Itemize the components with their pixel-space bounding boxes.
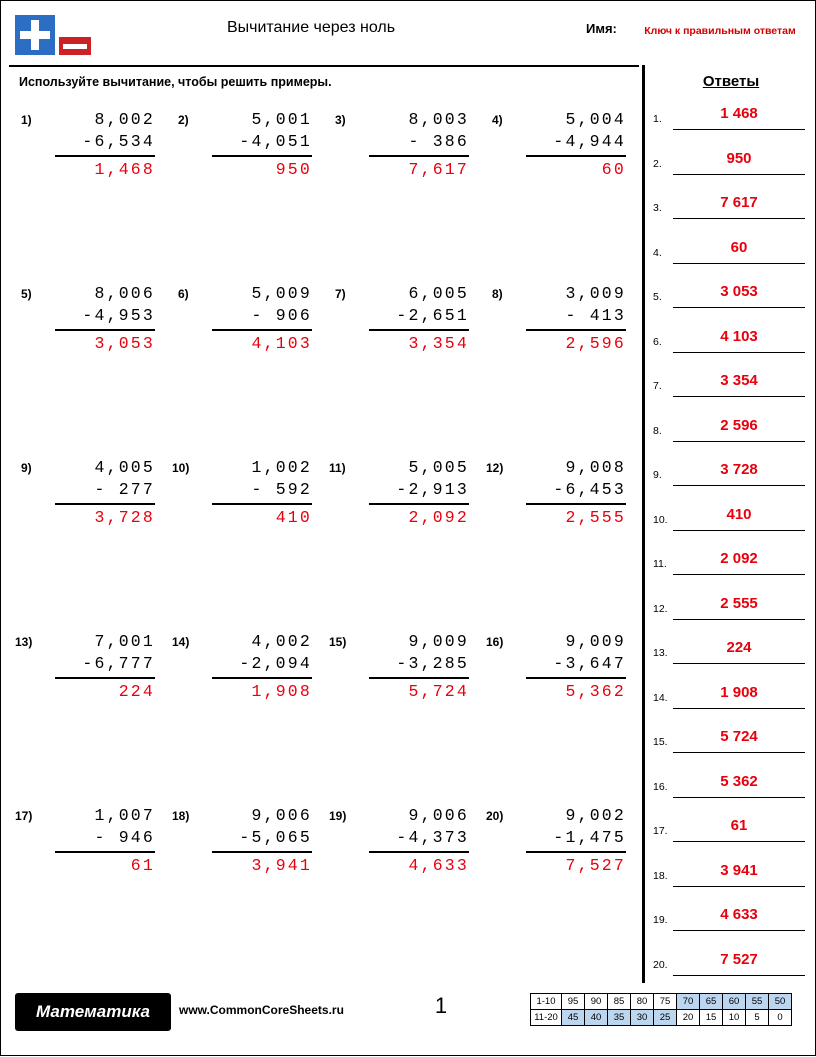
score-cell: 60 [723, 994, 746, 1010]
answer-row [653, 722, 811, 766]
answer-index: 12. [653, 602, 668, 615]
answer-row [653, 455, 811, 499]
problem-stack [369, 457, 469, 529]
minuend: 9,009 [408, 632, 469, 651]
page-number: 1 [434, 993, 448, 1018]
answer-row [653, 900, 811, 944]
brand-badge [15, 993, 171, 1031]
score-cell: 90 [585, 994, 608, 1010]
score-cell: 65 [700, 994, 723, 1010]
problem-answer: 5,362 [565, 682, 626, 701]
minuend: 6,005 [408, 284, 469, 303]
score-cell: 45 [562, 1010, 585, 1026]
subtrahend: -6,777 [82, 654, 155, 673]
subtrahend: - 592 [251, 480, 312, 499]
problem-8 [480, 283, 637, 403]
answer-value: 4 103 [720, 327, 758, 345]
score-cell: 50 [769, 994, 792, 1010]
problem-number: 9) [21, 461, 32, 475]
problem-14 [166, 631, 323, 751]
score-table-body [531, 994, 792, 1026]
problem-number: 15) [329, 635, 347, 649]
problem-stack [55, 805, 155, 877]
answer-row [653, 678, 811, 722]
problem-number: 10) [172, 461, 190, 475]
score-cell: 40 [585, 1010, 608, 1026]
answer-value: 2 555 [720, 594, 758, 612]
minus-icon [59, 37, 91, 55]
problem-stack [55, 109, 155, 181]
answer-value: 2 596 [720, 416, 758, 434]
problem-number: 18) [172, 809, 190, 823]
answer-underline [673, 886, 805, 887]
subtrahend: -2,651 [396, 306, 469, 325]
minuend: 1,002 [251, 458, 312, 477]
answer-index: 6. [653, 335, 662, 348]
problem-18 [166, 805, 323, 925]
problem-number: 13) [15, 635, 33, 649]
problem-stack [369, 283, 469, 355]
score-cell: 35 [608, 1010, 631, 1026]
minuend: 7,001 [94, 632, 155, 651]
answer-row [653, 811, 811, 855]
minuend: 5,001 [251, 110, 312, 129]
answer-row [653, 856, 811, 900]
answer-index: 3. [653, 202, 662, 214]
answer-value: 7 527 [720, 950, 758, 968]
problem-answer: 7,527 [565, 856, 626, 875]
answer-underline [673, 174, 805, 175]
answer-underline [673, 307, 805, 308]
score-row-2 [531, 1010, 792, 1026]
problem-answer: 1,468 [94, 160, 155, 179]
problem-number: 3) [335, 113, 346, 127]
vertical-divider [642, 65, 645, 983]
answer-row [653, 589, 811, 633]
score-cell: 85 [608, 994, 631, 1010]
subtrahend: -4,373 [396, 828, 469, 847]
problem-answer: 2,092 [408, 508, 469, 527]
answer-value: 950 [726, 149, 752, 167]
minuend: 9,009 [565, 632, 626, 651]
answer-row [653, 277, 811, 321]
problem-number: 12) [486, 461, 504, 475]
problem-stack [526, 283, 626, 355]
problem-number: 7) [335, 287, 346, 301]
problem-answer: 60 [601, 160, 626, 179]
problem-number: 2) [178, 113, 189, 127]
score-cell: 15 [700, 1010, 723, 1026]
answer-index: 2. [653, 157, 662, 170]
name-field-label: Имя: [586, 21, 617, 36]
subtrahend: -5,065 [239, 828, 312, 847]
answer-index: 8. [653, 424, 662, 437]
problem-11 [323, 457, 480, 577]
answer-underline [673, 708, 805, 709]
minuend: 4,005 [94, 458, 155, 477]
problem-stack [526, 631, 626, 703]
problem-stack [55, 631, 155, 703]
subtrahend: - 413 [565, 306, 626, 325]
score-cell: 5 [746, 1010, 769, 1026]
problem-13 [9, 631, 166, 751]
problem-number: 14) [172, 635, 190, 649]
problem-number: 4) [492, 113, 503, 127]
problem-5 [9, 283, 166, 403]
answer-row [653, 411, 811, 455]
problems-grid [9, 109, 639, 979]
problem-number: 11) [329, 461, 346, 475]
answer-row [653, 322, 811, 366]
answer-value: 3 941 [720, 861, 758, 879]
problem-answer: 3,053 [94, 334, 155, 353]
answer-value: 1 908 [720, 683, 758, 701]
minuend: 3,009 [565, 284, 626, 303]
answer-index: 20. [653, 958, 668, 971]
answer-index: 16. [653, 780, 668, 793]
problem-12 [480, 457, 637, 577]
subtrahend: - 386 [408, 132, 469, 151]
answer-underline [673, 619, 805, 620]
problem-19 [323, 805, 480, 925]
problem-answer: 5,724 [408, 682, 469, 701]
answer-row [653, 767, 811, 811]
problem-answer: 950 [275, 160, 312, 179]
problem-10 [166, 457, 323, 577]
subtrahend: -6,534 [82, 132, 155, 151]
answer-value: 224 [726, 639, 752, 656]
answer-value: 410 [726, 505, 752, 523]
problem-answer: 3,354 [408, 334, 469, 353]
problem-1 [9, 109, 166, 229]
header-divider [9, 65, 639, 67]
answer-index: 15. [653, 736, 668, 748]
page-footer [1, 983, 816, 1057]
minuend: 9,002 [565, 806, 626, 825]
subtrahend: -3,647 [553, 654, 626, 673]
answer-underline [673, 752, 805, 753]
minuend: 8,003 [408, 110, 469, 129]
answer-value: 3 354 [720, 372, 758, 389]
minuend: 8,002 [94, 110, 155, 129]
answer-value: 5 724 [720, 728, 758, 745]
subtrahend: -2,913 [396, 480, 469, 499]
instructions-text: Используйте вычитание, чтобы решить примеры. [19, 75, 332, 89]
answer-key-label: Ключ к правильным ответам [644, 25, 796, 37]
answer-underline [673, 663, 805, 664]
answer-value: 7 617 [720, 194, 758, 211]
score-cell: 0 [769, 1010, 792, 1026]
problem-stack [526, 805, 626, 877]
problem-3 [323, 109, 480, 229]
answer-index: 11. [653, 558, 667, 570]
minuend: 9,008 [565, 458, 626, 477]
answer-underline [673, 129, 805, 130]
answer-index: 5. [653, 291, 662, 303]
answer-underline [673, 930, 805, 931]
subtrahend: - 906 [251, 306, 312, 325]
problem-16 [480, 631, 637, 751]
problem-answer: 3,941 [251, 856, 312, 875]
minuend: 5,004 [565, 110, 626, 129]
answer-value: 1 468 [720, 105, 758, 122]
answer-row [653, 144, 811, 188]
answer-index: 9. [653, 469, 662, 481]
answer-row [653, 633, 811, 677]
problem-number: 16) [486, 635, 504, 649]
answer-underline [673, 441, 805, 442]
minuend: 9,006 [408, 806, 469, 825]
answer-row [653, 366, 811, 410]
subtrahend: -3,285 [396, 654, 469, 673]
problem-number: 19) [329, 809, 347, 823]
problem-stack [369, 631, 469, 703]
answer-underline [673, 263, 805, 264]
answer-row [653, 500, 811, 544]
score-range-label: 11-20 [531, 1010, 562, 1026]
page-title: Вычитание через ноль [226, 19, 396, 36]
problem-stack [526, 109, 626, 181]
subtrahend: -1,475 [553, 828, 626, 847]
minuend: 5,005 [408, 458, 469, 477]
answer-value: 61 [730, 817, 748, 834]
answer-underline [673, 797, 805, 798]
answer-index: 19. [653, 914, 668, 926]
answer-row [653, 99, 811, 143]
problem-number: 6) [178, 287, 189, 301]
subtrahend: - 277 [94, 480, 155, 499]
score-cell: 20 [677, 1010, 700, 1026]
problem-9 [9, 457, 166, 577]
answer-underline [673, 218, 805, 219]
problem-6 [166, 283, 323, 403]
minuend: 8,006 [94, 284, 155, 303]
score-cell: 10 [723, 1010, 746, 1026]
answers-panel-title: Ответы [702, 73, 760, 90]
answer-underline [673, 975, 805, 976]
answer-row [653, 188, 811, 232]
problem-4 [480, 109, 637, 229]
answer-value: 5 362 [720, 772, 758, 790]
subtrahend: -4,944 [553, 132, 626, 151]
problem-17 [9, 805, 166, 925]
problem-stack [212, 805, 312, 877]
answer-underline [673, 352, 805, 353]
problem-answer: 61 [130, 856, 155, 875]
problem-answer: 224 [118, 682, 155, 701]
answer-index: 1. [653, 113, 662, 125]
problem-answer: 4,103 [251, 334, 312, 353]
problem-stack [369, 805, 469, 877]
problem-answer: 2,596 [565, 334, 626, 353]
subtrahend: -6,453 [553, 480, 626, 499]
score-cell: 70 [677, 994, 700, 1010]
problem-answer: 1,908 [251, 682, 312, 701]
problem-number: 20) [486, 809, 504, 823]
score-cell: 95 [562, 994, 585, 1010]
problem-number: 1) [21, 113, 32, 127]
score-cell: 55 [746, 994, 769, 1010]
answer-underline [673, 841, 805, 842]
minuend: 1,007 [94, 806, 155, 825]
score-cell: 80 [631, 994, 654, 1010]
website-url: www.CommonCoreSheets.ru [179, 1003, 344, 1017]
answer-index: 10. [653, 513, 668, 526]
answer-row [653, 233, 811, 277]
problem-stack [55, 457, 155, 529]
answers-panel [651, 69, 816, 989]
problem-answer: 4,633 [408, 856, 469, 875]
score-table [530, 993, 792, 1026]
problem-stack [212, 283, 312, 355]
problem-answer: 2,555 [565, 508, 626, 527]
score-range-label: 1-10 [531, 994, 562, 1010]
subtrahend: -4,953 [82, 306, 155, 325]
answer-underline [673, 574, 805, 575]
minuend: 5,009 [251, 284, 312, 303]
answer-value: 60 [730, 238, 748, 256]
score-cell: 25 [654, 1010, 677, 1026]
answer-index: 4. [653, 246, 662, 259]
answer-value: 3 053 [720, 283, 758, 300]
answer-index: 13. [653, 647, 668, 659]
problem-answer: 3,728 [94, 508, 155, 527]
minuend: 4,002 [251, 632, 312, 651]
problem-stack [526, 457, 626, 529]
answer-value: 3 728 [720, 461, 758, 478]
answer-value: 2 092 [720, 550, 758, 567]
answer-value: 4 633 [720, 906, 758, 923]
answer-underline [673, 396, 805, 397]
problem-number: 5) [21, 287, 32, 301]
problem-stack [212, 457, 312, 529]
problem-number: 8) [492, 287, 503, 301]
problem-2 [166, 109, 323, 229]
subtrahend: - 946 [94, 828, 155, 847]
answer-index: 17. [653, 825, 668, 837]
problem-stack [212, 631, 312, 703]
answer-index: 7. [653, 380, 662, 392]
problem-stack [212, 109, 312, 181]
answer-row [653, 945, 811, 989]
problem-7 [323, 283, 480, 403]
subtrahend: -2,094 [239, 654, 312, 673]
problem-stack [55, 283, 155, 355]
subtrahend: -4,051 [239, 132, 312, 151]
answer-underline [673, 485, 805, 486]
problem-number: 17) [15, 809, 33, 823]
problem-15 [323, 631, 480, 751]
score-cell: 75 [654, 994, 677, 1010]
answer-index: 18. [653, 869, 668, 882]
problem-answer: 7,617 [408, 160, 469, 179]
score-cell: 30 [631, 1010, 654, 1026]
answer-index: 14. [653, 691, 668, 704]
brand-label: Математика [36, 1002, 150, 1021]
score-row-1 [531, 994, 792, 1010]
answer-underline [673, 530, 805, 531]
answer-row [653, 544, 811, 588]
problem-stack [369, 109, 469, 181]
minuend: 9,006 [251, 806, 312, 825]
problem-answer: 410 [275, 508, 312, 527]
problem-20 [480, 805, 637, 925]
